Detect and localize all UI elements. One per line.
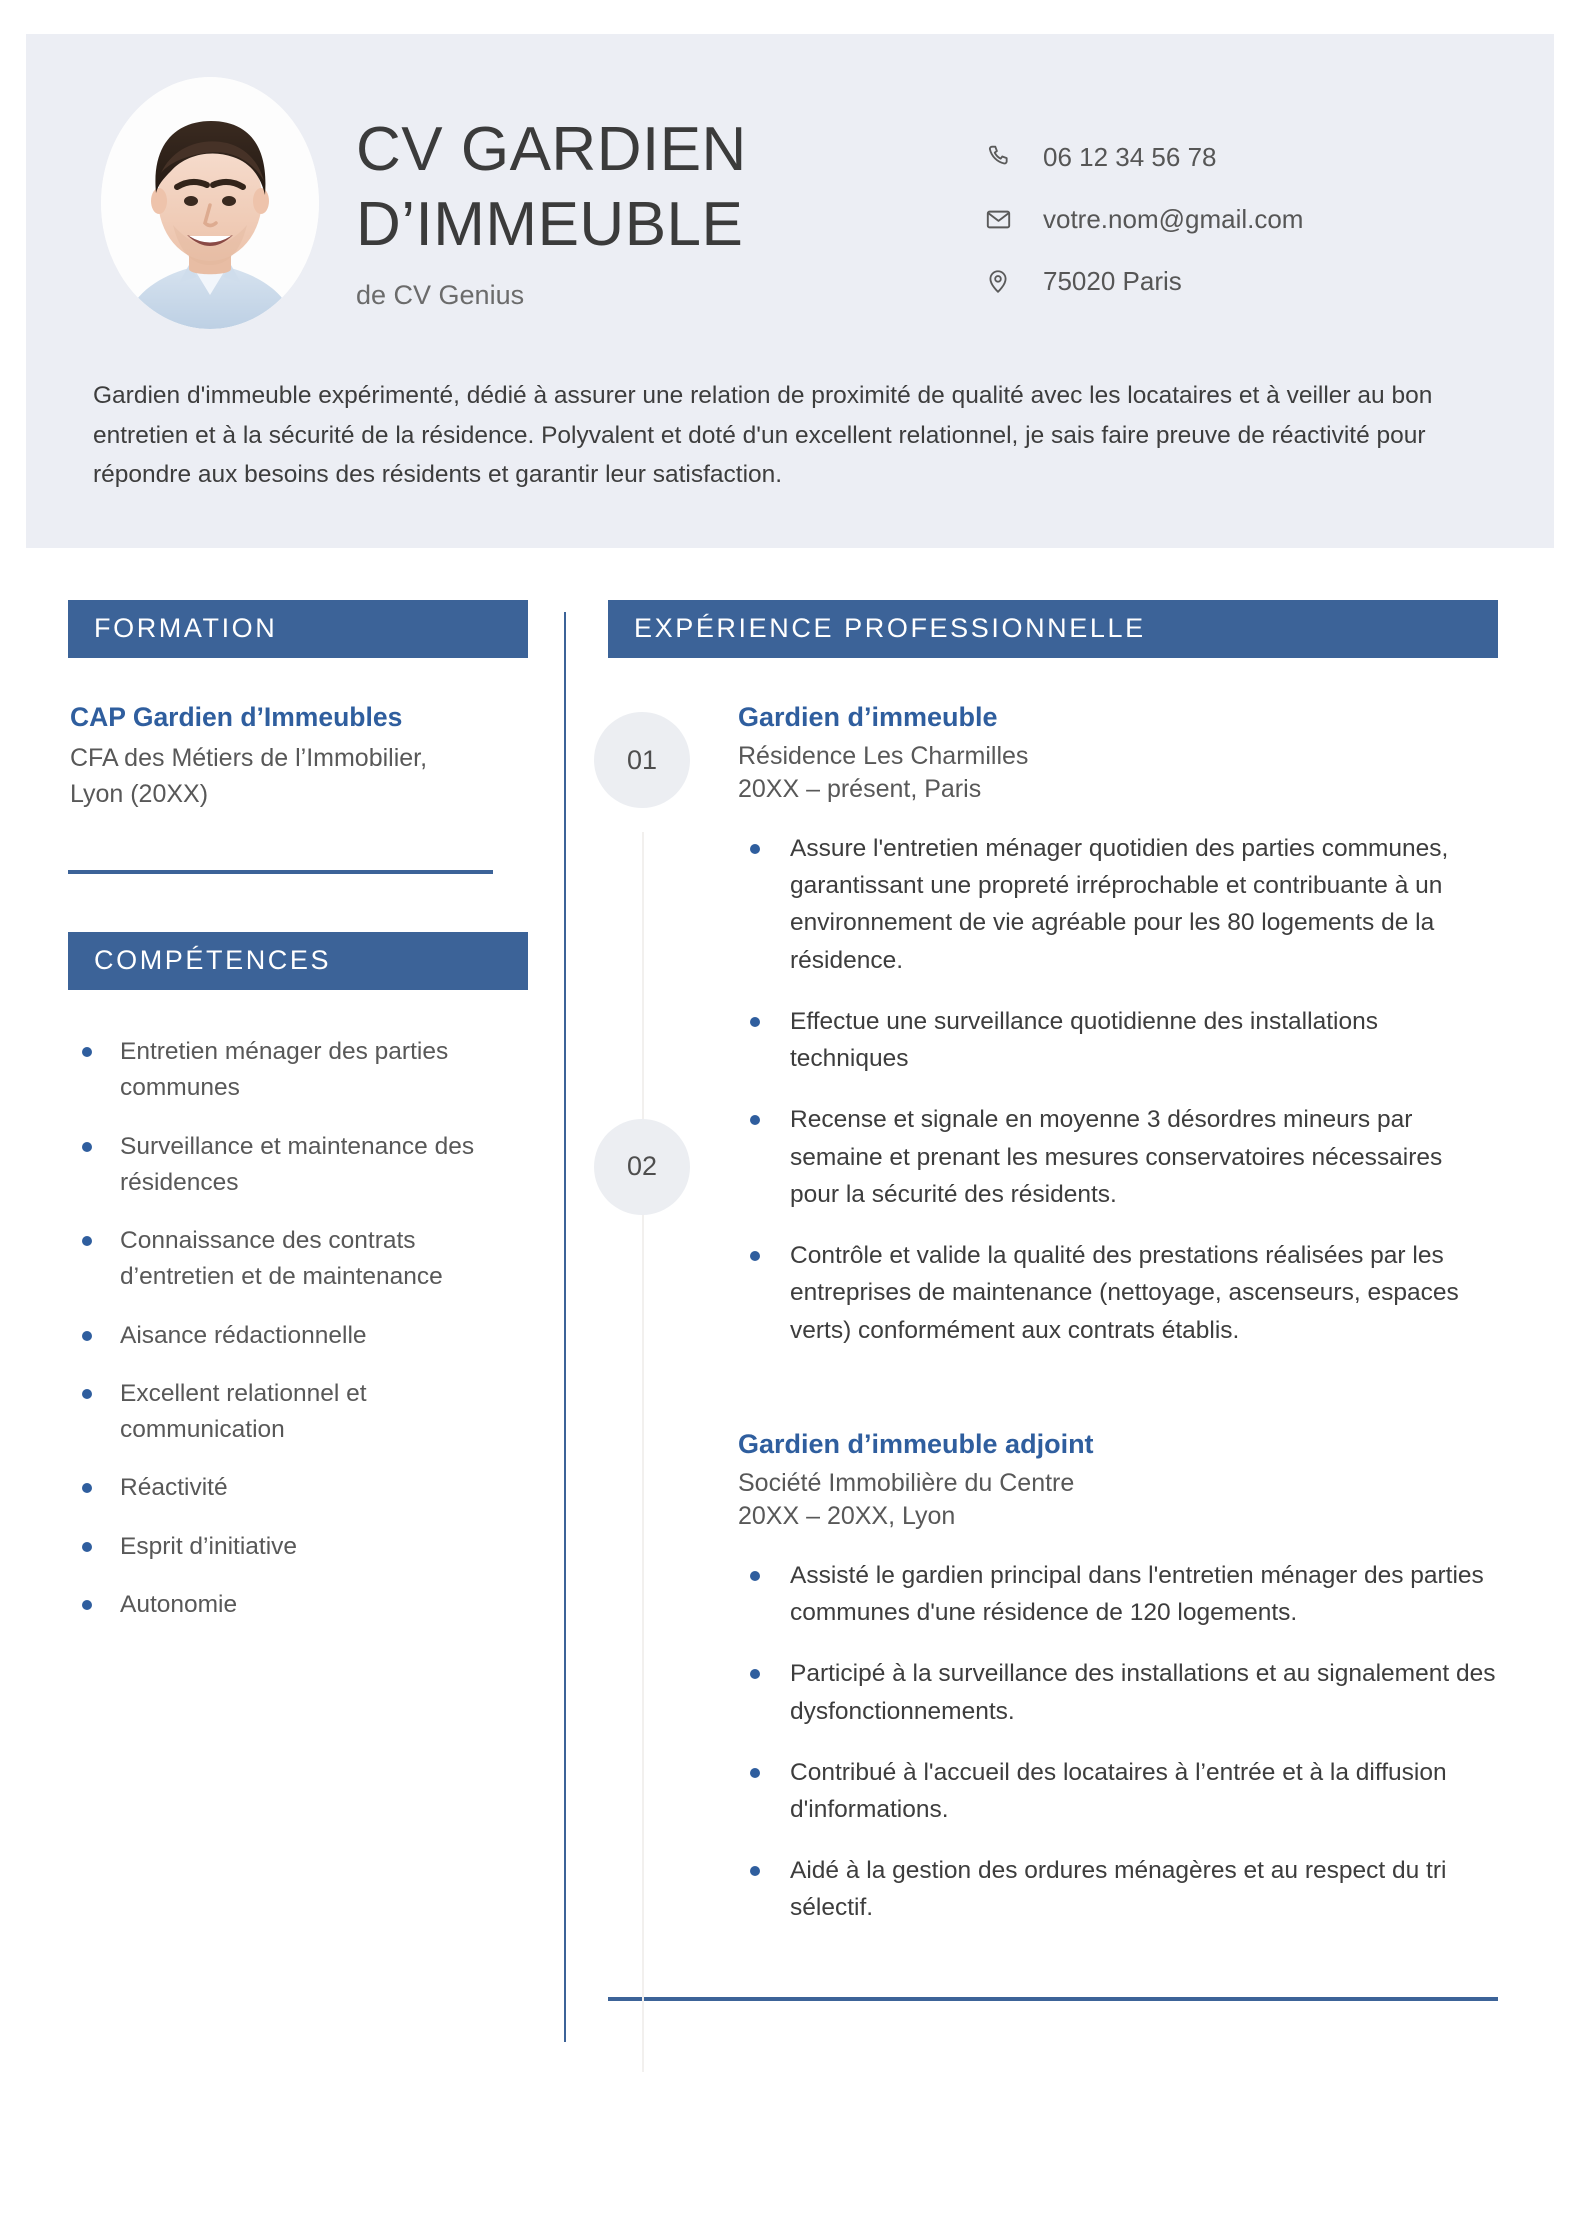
list-item (68, 1376, 528, 1449)
contact-location[interactable] (981, 250, 1303, 312)
skills-list (68, 1034, 528, 1623)
bullet-dot-icon (82, 1047, 92, 1057)
job-dates: 20XX – 20XX, Lyon (738, 1501, 956, 1530)
skill-label: Entretien ménager des parties communes (120, 1038, 449, 1102)
skill-label: Esprit d’initiative (120, 1532, 298, 1560)
contact-phone-value: 06 12 34 56 78 (1043, 141, 1217, 172)
bullet-dot-icon (750, 1866, 760, 1876)
bullet-dot-icon (82, 1331, 92, 1341)
phone-icon (981, 140, 1015, 174)
bullet-dot-icon (82, 1236, 92, 1246)
bullet-dot-icon (750, 1115, 760, 1125)
job-title: Gardien d’immeuble (738, 702, 998, 732)
bullet-dot-icon (750, 1017, 760, 1027)
contact-email[interactable] (981, 188, 1303, 250)
skill-label: Connaissance des contrats d’entretien et de maintenance (120, 1227, 443, 1291)
bullet-dot-icon (82, 1483, 92, 1493)
bullet-text: Effectue une surveillance quotidienne des installations techniques (790, 1007, 1378, 1073)
bullet-dot-icon (82, 1389, 92, 1399)
bullet-dot-icon (750, 1768, 760, 1778)
contact-list (981, 126, 1303, 312)
list-item (738, 1655, 1498, 1729)
bullet-text: Recense et signale en moyenne 3 désordres mineurs par semaine et prenant les mesures conservatoires nécessaires pour la sécurité des résidents. (790, 1106, 1443, 1208)
bullet-text: Aidé à la gestion des ordures ménagères et au respect du tri sélectif. (790, 1857, 1447, 1922)
bullet-dot-icon (750, 844, 760, 854)
bullet-dot-icon (750, 1669, 760, 1679)
bullet-dot-icon (750, 1571, 760, 1581)
job-bullets (738, 830, 1498, 1349)
column-divider (564, 612, 566, 2042)
list-item (738, 1754, 1498, 1828)
list-item (68, 1318, 528, 1354)
bullet-dot-icon (750, 1251, 760, 1261)
bullet-dot-icon (82, 1142, 92, 1152)
experience-column (608, 600, 1498, 2001)
page-title (356, 112, 936, 311)
timeline-badge-02: 02 (594, 1119, 690, 1215)
education-school-line-1: CFA des Métiers de l’Immobilier, (70, 744, 428, 772)
list-item (738, 1101, 1498, 1213)
bullet-text: Assisté le gardien principal dans l'entretien ménager des parties communes d'une résidence de 120 logements. (790, 1561, 1484, 1627)
contact-email-value: votre.nom@gmail.com (1043, 203, 1304, 234)
bullet-text: Assure l'entretien ménager quotidien des parties communes, garantissant une propreté irréprochable et contribuante à un environnement de vie agréable pour les 80 logements de la résidence. (790, 835, 1449, 974)
sidebar-column (68, 600, 528, 1645)
education-bottom-rule (68, 870, 493, 874)
list-item (68, 1129, 528, 1202)
skill-label: Aisance rédactionnelle (120, 1321, 367, 1349)
bullet-text: Participé à la surveillance des installations et au signalement des dysfonctionnements. (790, 1660, 1496, 1725)
experience-bottom-rule (608, 1997, 1498, 2001)
list-item (738, 1237, 1498, 1349)
section-header-competences: COMPÉTENCES (68, 932, 528, 990)
job-company: Société Immobilière du Centre (738, 1468, 1075, 1497)
job-dates: 20XX – présent, Paris (738, 775, 982, 803)
job-title: Gardien d’immeuble adjoint (738, 1428, 1094, 1459)
education-school-line-2: Lyon (20XX) (70, 779, 209, 808)
bullet-dot-icon (82, 1542, 92, 1552)
job-bullets (738, 1557, 1498, 1927)
experience-spacer (608, 1373, 1498, 1429)
list-item (68, 1223, 528, 1296)
skill-label: Réactivité (120, 1474, 228, 1502)
bullet-dot-icon (82, 1600, 92, 1610)
section-header-experience: EXPÉRIENCE PROFESSIONNELLE (608, 600, 1498, 658)
list-item (68, 1587, 528, 1623)
subtitle: de CV Genius (356, 280, 525, 311)
experience-entry-body (608, 1429, 1498, 1927)
header-banner (26, 34, 1554, 548)
timeline-badge-01: 01 (594, 712, 690, 808)
location-pin-icon (981, 264, 1015, 298)
list-item (738, 1852, 1498, 1926)
section-header-formation: FORMATION (68, 600, 528, 658)
experience-entry (608, 702, 1498, 1349)
skill-label: Surveillance et maintenance des résidences (120, 1132, 475, 1196)
header-top-row (26, 34, 1554, 360)
contact-location-value: 75020 Paris (1043, 265, 1182, 296)
education-entry (68, 702, 528, 812)
avatar-photo-icon (101, 77, 319, 329)
list-item (68, 1034, 528, 1107)
profile-summary: Gardien d'immeuble expérimenté, dédié à assurer une relation de proximité de qualité avec les locataires et à veiller au bon entretien et à la sécurité de la résidence. Polyvalent et doté d'un excellent relationnel, je sais faire preuve de réactivité pour répondre aux besoins des résidents et garantir leur satisfaction. (93, 382, 1433, 489)
contact-phone[interactable] (981, 126, 1303, 188)
list-item (738, 1003, 1498, 1077)
name-line-1: CV GARDIEN (356, 115, 747, 184)
avatar (101, 77, 319, 329)
envelope-icon (981, 202, 1015, 236)
skill-label: Autonomie (120, 1590, 238, 1618)
name-line-2: D’IMMEUBLE (356, 190, 744, 260)
education-degree: CAP Gardien d’Immeubles (70, 702, 403, 732)
skill-label: Excellent relationnel et communication (120, 1379, 367, 1443)
list-item (68, 1470, 528, 1506)
list-item (68, 1529, 528, 1565)
experience-entry-body (608, 702, 1498, 1349)
list-item (738, 1557, 1498, 1631)
job-company: Résidence Les Charmilles (738, 742, 1029, 770)
list-item (738, 830, 1498, 979)
bullet-text: Contribué à l'accueil des locataires à l’entrée et à la diffusion d'informations. (790, 1758, 1447, 1823)
bullet-text: Contrôle et valide la qualité des prestations réalisées par les entreprises de maintenance (nettoyage, ascenseurs, espaces verts) conformément aux contrats établis. (790, 1242, 1459, 1344)
experience-timeline (608, 702, 1498, 2001)
